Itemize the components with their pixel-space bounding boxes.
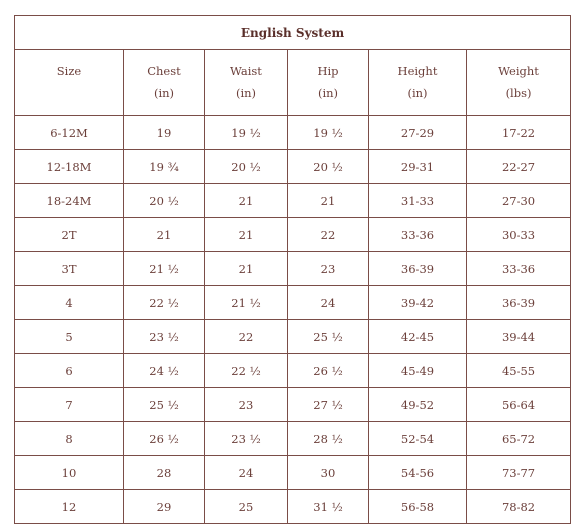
weight-cell: 78-82 [467,490,571,524]
hip-cell: 23 [288,252,369,286]
size-cell: 5 [15,320,124,354]
column-header-chest [124,50,205,116]
column-label: Size [56,64,82,78]
table-row [15,184,571,218]
chest-cell: 21 [124,218,205,252]
waist-cell: 20 ½ [205,150,288,184]
hip-cell: 21 [288,184,369,218]
table-row [15,320,571,354]
chest-cell: 19 [124,116,205,150]
weight-cell: 30-33 [467,218,571,252]
waist-cell: 19 ½ [205,116,288,150]
waist-cell: 21 [205,252,288,286]
size-cell: 3T [15,252,124,286]
size-cell: 2T [15,218,124,252]
column-unit: (in) [407,86,428,100]
height-cell: 36-39 [369,252,467,286]
header-row [15,50,571,116]
column-header-height [369,50,467,116]
column-header-hip [288,50,369,116]
hip-cell: 24 [288,286,369,320]
hip-cell: 31 ½ [288,490,369,524]
table-row [15,218,571,252]
size-cell: 18-24M [15,184,124,218]
column-label: Hip [317,64,339,78]
column-unit: (in) [153,86,175,100]
chest-cell: 25 ½ [124,388,205,422]
waist-cell: 22 [205,320,288,354]
column-header-weight [467,50,571,116]
weight-cell: 56-64 [467,388,571,422]
weight-cell: 65-72 [467,422,571,456]
hip-cell: 25 ½ [288,320,369,354]
weight-cell: 36-39 [467,286,571,320]
chest-cell: 24 ½ [124,354,205,388]
height-cell: 49-52 [369,388,467,422]
waist-cell: 21 [205,184,288,218]
column-label: Waist [230,64,262,78]
hip-cell: 26 ½ [288,354,369,388]
chest-cell: 22 ½ [124,286,205,320]
hip-cell: 20 ½ [288,150,369,184]
weight-cell: 27-30 [467,184,571,218]
column-label: Weight [498,64,539,78]
size-cell: 6 [15,354,124,388]
chest-cell: 29 [124,490,205,524]
hip-cell: 28 ½ [288,422,369,456]
chest-cell: 21 ½ [124,252,205,286]
height-cell: 27-29 [369,116,467,150]
hip-cell: 30 [288,456,369,490]
table-row [15,354,571,388]
hip-cell: 19 ½ [288,116,369,150]
height-cell: 54-56 [369,456,467,490]
height-cell: 33-36 [369,218,467,252]
size-chart-table [14,15,571,524]
waist-cell: 21 ½ [205,286,288,320]
table-row [15,456,571,490]
column-header-size [15,50,124,116]
height-cell: 31-33 [369,184,467,218]
height-cell: 42-45 [369,320,467,354]
size-cell: 6-12M [15,116,124,150]
size-cell: 10 [15,456,124,490]
table-row [15,252,571,286]
weight-cell: 45-55 [467,354,571,388]
height-cell: 29-31 [369,150,467,184]
hip-cell: 22 [288,218,369,252]
weight-cell: 73-77 [467,456,571,490]
weight-cell: 39-44 [467,320,571,354]
height-cell: 39-42 [369,286,467,320]
size-cell: 12-18M [15,150,124,184]
table-row [15,490,571,524]
chest-cell: 20 ½ [124,184,205,218]
waist-cell: 24 [205,456,288,490]
size-cell: 12 [15,490,124,524]
waist-cell: 22 ½ [205,354,288,388]
chest-cell: 26 ½ [124,422,205,456]
height-cell: 52-54 [369,422,467,456]
chest-cell: 23 ½ [124,320,205,354]
size-cell: 8 [15,422,124,456]
waist-cell: 25 [205,490,288,524]
column-label: Chest [147,64,181,78]
weight-cell: 17-22 [467,116,571,150]
size-cell: 7 [15,388,124,422]
column-header-waist [205,50,288,116]
column-unit: (lbs) [505,86,532,100]
hip-cell: 27 ½ [288,388,369,422]
waist-cell: 21 [205,218,288,252]
table-row [15,150,571,184]
column-label: Height [397,64,438,78]
waist-cell: 23 ½ [205,422,288,456]
table-title: English System [15,16,571,50]
weight-cell: 22-27 [467,150,571,184]
waist-cell: 23 [205,388,288,422]
size-cell: 4 [15,286,124,320]
height-cell: 45-49 [369,354,467,388]
height-cell: 56-58 [369,490,467,524]
table-row [15,116,571,150]
table-row [15,286,571,320]
table-row [15,388,571,422]
chest-cell: 19 ¾ [124,150,205,184]
column-unit: (in) [235,86,257,100]
chest-cell: 28 [124,456,205,490]
column-unit: (in) [317,86,339,100]
weight-cell: 33-36 [467,252,571,286]
table-row [15,422,571,456]
